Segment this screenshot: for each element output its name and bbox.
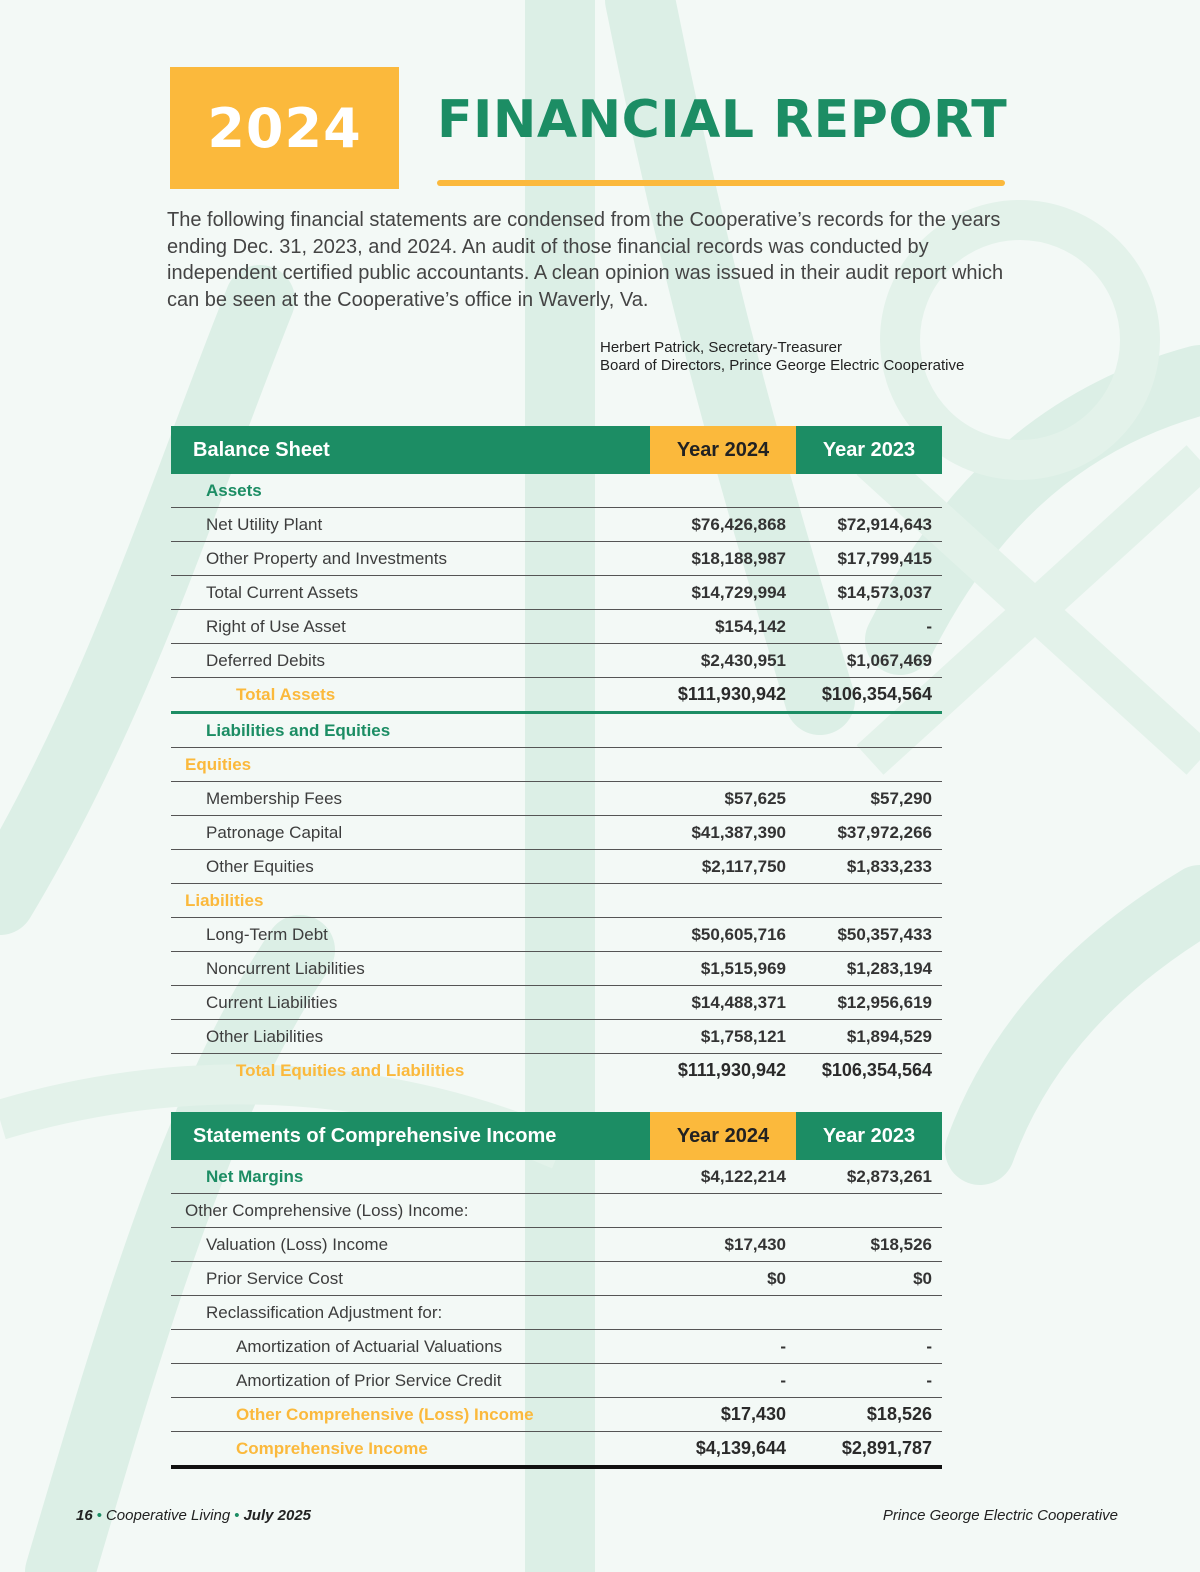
value-2024: $17,430 [650,1398,796,1432]
value-2023: $1,283,194 [796,952,942,986]
value-2023: $50,357,433 [796,918,942,952]
value-2024: $111,930,942 [650,678,796,713]
value-2023: $14,573,037 [796,576,942,610]
table-row [171,782,942,816]
row-label: Other Property and Investments [171,542,650,576]
table-row [171,508,942,542]
row-label: Membership Fees [171,782,650,816]
magazine-name: Cooperative Living [105,1507,231,1524]
section-reclassification [171,1296,942,1330]
table-row [171,986,942,1020]
signature-org: Board of Directors, Prince George Electric Cooperative [600,357,965,374]
issue-date: July 2025 [243,1507,312,1524]
net-margins-row [171,1160,942,1194]
report-year-badge [170,67,399,189]
row-label: Other Equities [171,850,650,884]
row-label: Deferred Debits [171,644,650,678]
value-2024: $2,430,951 [650,644,796,678]
income-statement-table [171,1112,942,1469]
table-row [171,644,942,678]
section-label: Other Comprehensive (Loss) Income: [171,1194,650,1228]
row-label: Net Margins [171,1160,650,1194]
report-year: 2024 [207,96,362,160]
row-label: Amortization of Prior Service Credit [171,1364,650,1398]
section-label: Assets [171,474,650,508]
row-label: Prior Service Cost [171,1262,650,1296]
value-2023: $2,873,261 [796,1160,942,1194]
value-2024: $1,758,121 [650,1020,796,1054]
value-2024: - [650,1330,796,1364]
value-2023: $18,526 [796,1398,942,1432]
value-2023: $18,526 [796,1228,942,1262]
column-header-2023: Year 2023 [796,426,942,474]
section-label: Liabilities [171,884,650,918]
page-footer-left [76,1507,311,1524]
page-title: FINANCIAL REPORT [437,90,1008,150]
footer-separator: • [96,1507,102,1524]
table-row [171,850,942,884]
balance-sheet-table [171,426,942,1087]
page-number: 16 [76,1507,93,1524]
value-2023: $12,956,619 [796,986,942,1020]
balance-sheet-header [171,426,942,474]
row-label: Noncurrent Liabilities [171,952,650,986]
signature-block [600,339,1020,375]
row-label: Long-Term Debt [171,918,650,952]
table-row [171,952,942,986]
section-equities [171,748,942,782]
row-label: Other Comprehensive (Loss) Income [171,1398,650,1432]
value-2024: $50,605,716 [650,918,796,952]
value-2023: $1,067,469 [796,644,942,678]
section-oci [171,1194,942,1228]
intro-paragraph: The following financial statements are condensed from the Cooperative’s records for the years ending Dec. 31, 2023, and 2024. An audit of those financial records was conducted by independent certified public accountants. A clean opinion was issued in their audit report which can be seen at the Cooperative’s office in Waverly, Va. [167,209,1004,311]
row-label: Total Assets [171,678,650,713]
section-label: Liabilities and Equities [171,713,650,748]
column-header-2024: Year 2024 [650,426,796,474]
table-row [171,1364,942,1398]
value-2024: $1,515,969 [650,952,796,986]
row-label: Right of Use Asset [171,610,650,644]
total-equities-liabilities-row [171,1054,942,1088]
value-2024: $41,387,390 [650,816,796,850]
value-2023: $0 [796,1262,942,1296]
value-2023: $37,972,266 [796,816,942,850]
signature-name: Herbert Patrick, Secretary-Treasurer [600,339,843,356]
balance-sheet-title: Balance Sheet [171,426,650,474]
value-2024: $0 [650,1262,796,1296]
row-label: Other Liabilities [171,1020,650,1054]
table-row [171,918,942,952]
value-2023: - [796,1364,942,1398]
table-row [171,542,942,576]
table-row [171,1020,942,1054]
row-label: Amortization of Actuarial Valuations [171,1330,650,1364]
row-label: Current Liabilities [171,986,650,1020]
comprehensive-income-row [171,1432,942,1468]
section-liabilities [171,884,942,918]
column-header-2023: Year 2023 [796,1112,942,1160]
table-row [171,816,942,850]
table-row [171,1228,942,1262]
row-label: Net Utility Plant [171,508,650,542]
value-2023: - [796,1330,942,1364]
value-2023: $106,354,564 [796,678,942,713]
value-2023: $1,894,529 [796,1020,942,1054]
value-2024: $17,430 [650,1228,796,1262]
value-2023: $72,914,643 [796,508,942,542]
page-footer-right: Prince George Electric Cooperative [882,1507,1118,1524]
value-2024: $4,139,644 [650,1432,796,1468]
value-2024: $154,142 [650,610,796,644]
value-2024: $111,930,942 [677,1060,786,1080]
value-2023: - [796,610,942,644]
value-2024: $14,488,371 [650,986,796,1020]
footer-separator: • [234,1507,240,1524]
row-label: Patronage Capital [171,816,650,850]
row-label: Comprehensive Income [171,1432,650,1468]
total-assets-row [171,678,942,713]
oci-total-row [171,1398,942,1432]
value-2024: $18,188,987 [650,542,796,576]
income-statement-header [171,1112,942,1160]
row-label: Total Equities and Liabilities [236,1060,465,1080]
table-row [171,610,942,644]
value-2024: $4,122,214 [650,1160,796,1194]
value-2023: $1,833,233 [796,850,942,884]
section-assets [171,474,942,508]
value-2024: - [650,1364,796,1398]
value-2024: $76,426,868 [650,508,796,542]
income-statement-title: Statements of Comprehensive Income [171,1112,650,1160]
value-2023: $2,891,787 [796,1432,942,1468]
table-row [171,1330,942,1364]
row-label: Total Current Assets [171,576,650,610]
value-2024: $14,729,994 [650,576,796,610]
table-row [171,1262,942,1296]
value-2023: $57,290 [796,782,942,816]
value-2023: $17,799,415 [796,542,942,576]
section-label: Reclassification Adjustment for: [171,1296,650,1330]
section-liabilities-equities [171,713,942,748]
table-row [171,576,942,610]
value-2024: $57,625 [650,782,796,816]
row-label: Valuation (Loss) Income [171,1228,650,1262]
title-underline [437,180,1005,186]
value-2023: $106,354,564 [821,1060,932,1080]
column-header-2024: Year 2024 [650,1112,796,1160]
section-label: Equities [171,748,650,782]
value-2024: $2,117,750 [650,850,796,884]
